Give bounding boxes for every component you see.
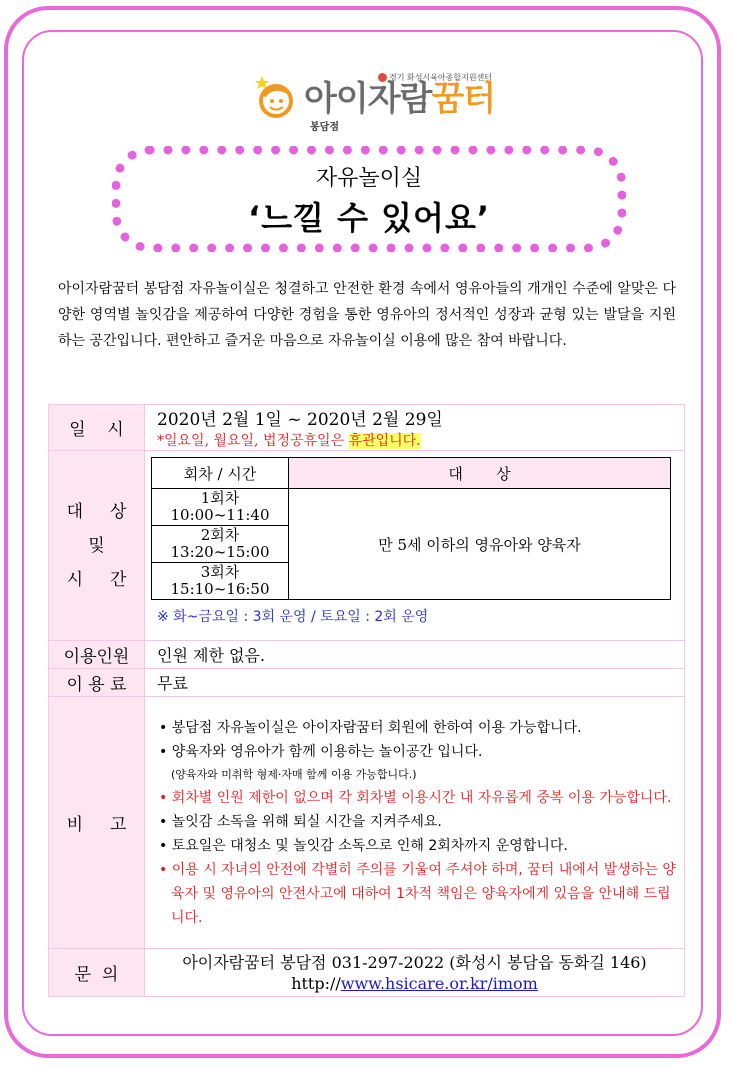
remarks-value bbox=[145, 697, 685, 949]
brand-name: 아이자람꿈터 bbox=[304, 79, 496, 119]
list-item: • 봉담점 자유놀이실은 아이자람꿈터 회원에 한하여 이용 가능합니다. bbox=[159, 719, 582, 736]
date-period: 2020년 2월 1일 ~ 2020년 2월 29일 bbox=[157, 410, 443, 430]
remarks-list bbox=[157, 710, 684, 936]
schedule-note: ※ 화~금요일 : 3회 운영 / 토요일 : 2회 운영 bbox=[157, 609, 429, 625]
contact-value bbox=[145, 949, 685, 997]
website-link[interactable]: www.hsicare.or.kr/imom bbox=[340, 973, 538, 993]
fee-label: 이 용 료 bbox=[49, 669, 145, 697]
session-3: 3회차 15:10~16:50 bbox=[152, 563, 289, 600]
branch-name: 봉담점 bbox=[310, 122, 339, 133]
session-2: 2회차 13:20~15:00 bbox=[152, 526, 289, 563]
list-item: • 놀잇감 소독을 위해 퇴실 시간을 지켜주세요. bbox=[159, 813, 442, 830]
list-item: • 양육자와 영유아가 함께 이용하는 놀이공간 입니다. bbox=[159, 743, 483, 760]
closed-note: *일요일, 월요일, 법정공휴일은 휴관입니다. bbox=[157, 433, 421, 449]
date-value bbox=[145, 405, 685, 451]
list-item: • 토요일은 대청소 및 놀잇감 소독으로 인해 2회차까지 운영합니다. bbox=[159, 837, 568, 854]
list-item: • 회차별 인원 제한이 없으며 각 회차별 이용시간 내 자유롭게 중복 이용 가능합니다. bbox=[159, 789, 672, 806]
schedule-value bbox=[145, 451, 685, 641]
title-box bbox=[112, 146, 626, 252]
schedule-col-session: 회차 / 시간 bbox=[152, 458, 289, 489]
date-label: 일 시 bbox=[49, 405, 145, 451]
org-name: 경기 화성시육아종합지원센터 bbox=[378, 72, 492, 83]
schedule-col-target: 대 상 bbox=[289, 458, 671, 489]
page-title: ‘느낄 수 있어요’ bbox=[247, 199, 491, 237]
child-face-icon bbox=[254, 74, 298, 118]
info-table bbox=[48, 404, 685, 997]
session-1: 1회차 10:00~11:40 bbox=[152, 489, 289, 526]
list-item: (양육자와 미취학 형제·자매 함께 이용 가능합니다.) bbox=[171, 767, 417, 781]
capacity-value: 인원 제한 없음. bbox=[145, 641, 685, 669]
title-sub: 자유놀이실 bbox=[315, 166, 423, 191]
logo bbox=[250, 66, 500, 136]
capacity-label: 이용인원 bbox=[49, 641, 145, 669]
list-item: • 이용 시 자녀의 안전에 각별히 주의를 기울여 주셔야 하며, 꿈터 내에서 발생하는 양육자 및 영유아의 안전사고에 대하여 1차적 책임은 양육자에게 있음을 안내해 드립니다. bbox=[159, 861, 676, 926]
schedule-label: 대 상 및 시 간 bbox=[49, 451, 145, 641]
contact-line: 아이자람꿈터 봉담점 031-297-2022 (화성시 봉담읍 동화길 146) bbox=[182, 952, 647, 972]
contact-label: 문 의 bbox=[49, 949, 145, 997]
intro-paragraph: 아이자람꿈터 봉담점 자유놀이실은 청결하고 안전한 환경 속에서 영유아들의 개개인 수준에 알맞은 다양한 영역별 놀잇감을 제공하여 다양한 경험을 통한 영유아의 정서적인 성장과 균형 있는 발달을 지원하는 공간입니다. 편안하고 즐거운 마음으로 자유놀이실 이용에 많은 참여 바랍니다. bbox=[58, 281, 676, 349]
fee-value: 무료 bbox=[145, 669, 685, 697]
schedule-table bbox=[151, 457, 671, 600]
remarks-label: 비 고 bbox=[49, 697, 145, 949]
contact-url-line: http://www.hsicare.or.kr/imom bbox=[291, 973, 538, 993]
target-audience: 만 5세 이하의 영유아와 양육자 bbox=[289, 489, 671, 600]
